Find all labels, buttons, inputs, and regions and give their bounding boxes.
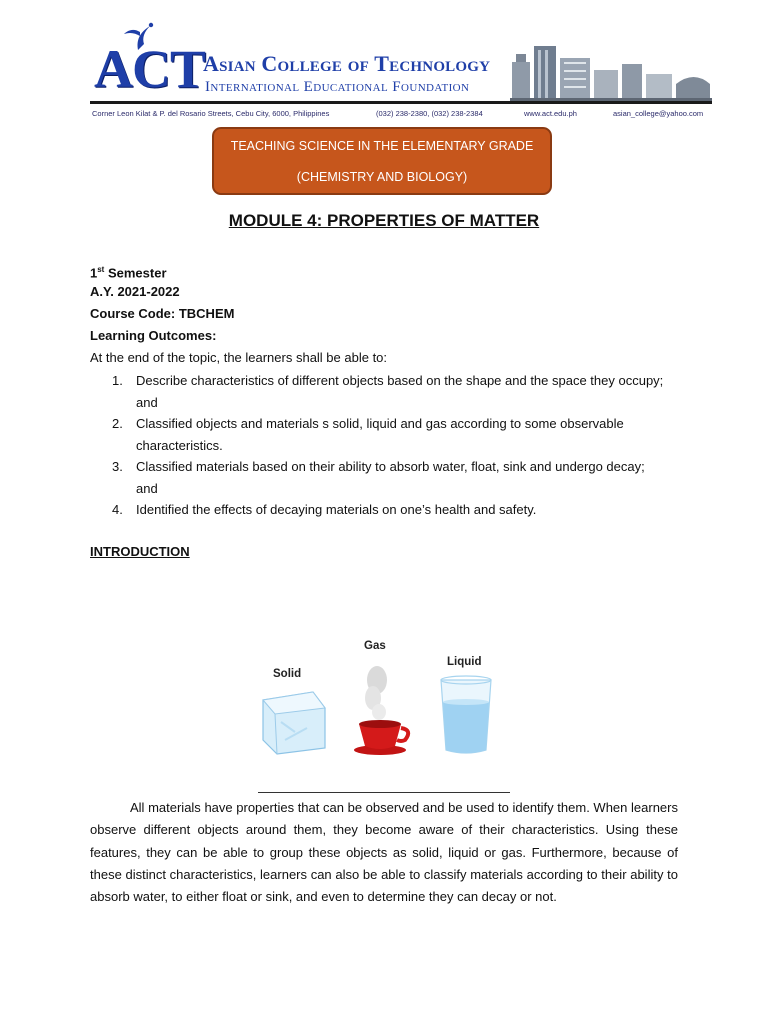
logo-text: ACT <box>94 39 206 99</box>
course-title-line2: (CHEMISTRY AND BIOLOGY) <box>296 170 468 184</box>
email-text: asian_college@yahoo.com <box>613 109 704 118</box>
college-name: Asian College of Technology <box>203 51 491 76</box>
website-text: www.act.edu.ph <box>524 109 577 118</box>
figure-divider <box>258 792 510 793</box>
list-text: Identified the effects of decaying materials on one’s health and safety. <box>136 502 537 517</box>
introduction-paragraph: All materials have properties that can be observed and be used to identify them. When learners observe different objects around them, they become aware of their characteristics. Using these features, they can be able to group these objects as solid, liquid or gas. Furthermore, because of these distinct characteristics, learners can also be able to classify materials according to their ability to absorb water, to either float or sink, and even to determine they can decay or not. <box>90 800 678 905</box>
states-of-matter-figure <box>255 632 500 762</box>
course-code: Course Code: TBCHEM <box>90 306 235 321</box>
water-glass-icon <box>441 676 491 753</box>
solid-label: Solid <box>273 668 302 680</box>
address-text: Corner Leon Kilat & P. del Rosario Streets, Cebu City, 6000, Philippines <box>92 109 330 118</box>
semester-number: 1 <box>90 265 98 281</box>
gas-label: Gas <box>364 640 386 652</box>
semester-word: Semester <box>104 265 167 281</box>
states-of-matter-icon <box>255 632 500 762</box>
learning-outcomes-list <box>90 370 670 521</box>
ice-cube-icon <box>263 692 325 754</box>
list-number: 2. <box>112 416 123 431</box>
module-title: MODULE 4: PROPERTIES OF MATTER <box>228 211 540 230</box>
course-title-line1: TEACHING SCIENCE IN THE ELEMENTARY GRADE <box>230 139 534 153</box>
course-title-box <box>212 127 552 195</box>
list-number: 1. <box>112 373 123 388</box>
letterhead <box>90 22 712 122</box>
outcomes-intro: At the end of the topic, the learners shall be able to: <box>90 350 388 365</box>
header-divider <box>90 101 712 104</box>
academic-year: A.Y. 2021-2022 <box>90 284 180 299</box>
learning-outcomes-heading: Learning Outcomes: <box>90 328 217 343</box>
list-text: Classified objects and materials s solid, liquid and gas according to some observable characteristics. <box>136 416 624 453</box>
semester-suffix: st <box>97 265 105 274</box>
list-item <box>90 456 670 499</box>
list-item <box>90 370 670 413</box>
steam-icon <box>365 666 387 720</box>
module-title-wrapper <box>0 211 768 231</box>
liquid-label: Liquid <box>447 656 482 668</box>
red-cup-icon <box>354 720 408 755</box>
campus-skyline-icon <box>510 40 712 102</box>
semester-line <box>90 261 167 282</box>
list-text: Classified materials based on their ability to absorb water, float, sink and undergo decay; and <box>136 459 645 496</box>
list-text: Describe characteristics of different objects based on the shape and the space they occupy; and <box>136 373 664 410</box>
phone-text: (032) 238-2380, (032) 238-2384 <box>376 109 483 118</box>
foundation-name: International Educational Foundation <box>205 79 470 95</box>
list-number: 4. <box>112 502 123 517</box>
list-item <box>90 413 670 456</box>
introduction-heading: INTRODUCTION <box>90 544 190 559</box>
list-item <box>90 499 670 521</box>
list-number: 3. <box>112 459 123 474</box>
